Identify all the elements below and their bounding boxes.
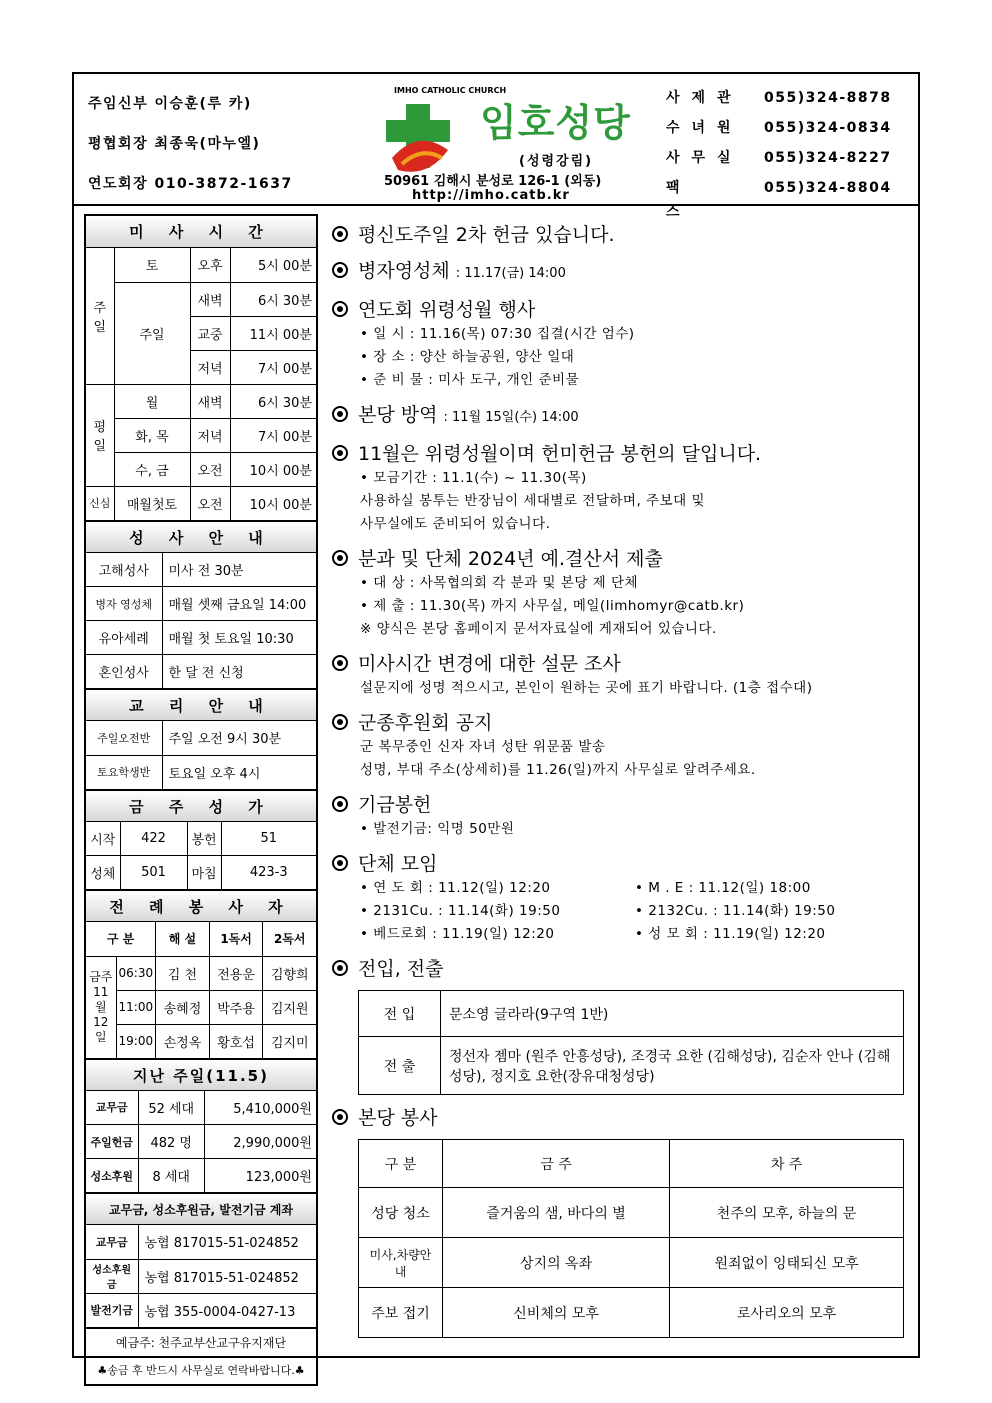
bullet-icon [332, 655, 348, 671]
accounts-table: 교무금 농협 817015-51-024852 성소후원금 농협 817015-51-024852 발전기금 농협 355-0004-0427-13 [86, 1225, 316, 1328]
council-line: 평협회장 최종욱(마누엘) [88, 136, 261, 152]
bullet-icon [332, 855, 348, 871]
bullet-icon [332, 262, 348, 278]
church-address: 50961 김해시 분성로 126-1 (외동) [384, 174, 602, 189]
liturgy-table: 구 분 해 설 1독서 2독서 금주 11 월 12 일 06:30 김 천 전용운 김향희 11:00 송혜정 박주용 김지원 19:00 손정옥 황호섭 김지미 [86, 922, 316, 1059]
announcement-military: 군종후원회 공지 군 복무중인 신자 자녀 성탄 위문품 발송 성명, 부대 주소(상세히)를 11.26(일)까지 사무실로 알려주세요. [332, 710, 912, 782]
catechism-table: 주일오전반 주일 오전 9시 30분 토요학생반 토요일 오후 4시 [86, 721, 316, 790]
announcement-transfer: 전입, 전출 전 입 문소영 글라라(9구역 1반) 전 출 정선자 젬마 (원주 안흥성당), 조경국 요한 (김해성당), 김순자 안나 (김해성당), 정지호 요한(장유대청성당) [332, 956, 912, 1095]
pastor-line: 주임신부 이승훈(루 카) [88, 96, 252, 112]
announcement-groups: 단체 모임 • 연 도 회 : 11.12(일) 12:20 • 2131Cu. : 11.14(화) 19:50 • 베드로회 : 11.19(일) 12:20 • M . E : 11.12(일) 18:00 • 2132Cu. : 11.14(화) 19:50 • 성 모 회 : 11.19(일) 12:20 [332, 851, 912, 946]
transfer-table: 전 입 문소영 글라라(9구역 1반) 전 출 정선자 젬마 (원주 안흥성당), 조경국 요한 (김해성당), 김순자 안나 (김해성당), 정지호 요한(장유대청성당) [358, 990, 904, 1095]
bullet-icon [332, 1109, 348, 1125]
church-logo [374, 82, 664, 202]
contact-row: 팩스 055)324-8804 [666, 180, 892, 220]
contact-row: 사제관 055)324-8878 [666, 90, 892, 106]
catechism-title: 교 리 안 내 [86, 689, 316, 721]
header-divider [74, 204, 918, 206]
bullet-icon [332, 796, 348, 812]
hymns-title: 금 주 성 가 [86, 790, 316, 822]
announcement-yeondo: 연도회 위령성월 행사 • 일 시 : 11.16(목) 07:30 집결(시간 엄수) • 장 소 : 양산 하늘공원, 양산 일대 • 준 비 물 : 미사 도구, 개인 준비물 [332, 297, 912, 392]
mass-times-table: 주일 토 오후 5시 00분 주일 새벽 6시 30분 교중 11시 00분 저녁 7시 00분 평일 월 새벽 6시 30분 화, 목 저녁 7시 00분 수, 금 오전 10시 00분 신심 매월첫토 오전 10시 00분 [86, 248, 316, 521]
sacrament-title: 성 사 안 내 [86, 521, 316, 553]
church-url[interactable]: http://imho.catb.kr [412, 188, 570, 203]
logo-arc-text: IMHO CATHOLIC CHURCH [394, 86, 507, 95]
mass-times-title: 미 사 시 간 [86, 216, 316, 248]
announcement-disinfect: 본당 방역 : 11월 15일(수) 14:00 [332, 402, 912, 431]
announcement-service: 본당 봉사 구 분 금 주 차 주 성당 청소 즐거움의 샘, 바다의 별 천주의 모후, 하늘의 문 미사,차량안내 상지의 옥좌 원죄없이 잉태되신 모후 주보 접기 신비체의 모후 로사리오의 모후 [332, 1105, 912, 1338]
sidebar [84, 214, 318, 1386]
announcement-donation: 기금봉헌 • 발전기금: 익명 50만원 [332, 792, 912, 841]
accounts-title: 교무금, 성소후원금, 발전기금 계좌 [86, 1193, 316, 1225]
last-week-title: 지난 주일(11.5) [86, 1059, 316, 1091]
bullet-icon [332, 301, 348, 317]
announcement-survey: 미사시간 변경에 대한 설문 조사 설문지에 성명 적으시고, 본인이 원하는 곳에 표기 바랍니다. (1층 접수대) [332, 651, 912, 700]
announcement-november: 11월은 위령성월이며 헌미헌금 봉헌의 달입니다. • 모금기간 : 11.1(수) ~ 11.30(목) 사용하실 봉투는 반장님이 세대별로 전달하며, 주보대 및 사무실에도 준비되어 있습니다. [332, 441, 912, 536]
transfer-notice: ♣송금 후 반드시 사무실로 연락바랍니다.♣ [86, 1356, 316, 1384]
cross-logo-icon [378, 98, 458, 178]
hymns-table: 시작 422 봉헌 51 성체 501 마침 423-3 [86, 822, 316, 891]
bullet-icon [332, 960, 348, 976]
announcement-communion: 병자영성체 : 11.17(금) 14:00 [332, 258, 912, 287]
service-table: 구 분 금 주 차 주 성당 청소 즐거움의 샘, 바다의 별 천주의 모후, 하늘의 문 미사,차량안내 상지의 옥좌 원죄없이 잉태되신 모후 주보 접기 신비체의 모후 로사리오의 모후 [358, 1139, 904, 1338]
bullet-icon [332, 406, 348, 422]
header-left [88, 92, 348, 212]
bullet-icon [332, 550, 348, 566]
bullet-icon [332, 714, 348, 730]
bulletin-frame [72, 72, 920, 1377]
bullet-icon [332, 226, 348, 242]
bullet-icon [332, 445, 348, 461]
announcements [332, 222, 912, 1348]
header-contacts [666, 86, 916, 220]
contact-row: 사무실 055)324-8227 [666, 150, 892, 166]
church-patron: (성령강림) [519, 154, 594, 169]
announcement-budget: 분과 및 단체 2024년 예.결산서 제출 • 대 상 : 사목협의회 각 분과 및 본당 제 단체 • 제 출 : 11.30(목) 까지 사무실, 메일(limhomyr@catb.kr) ※ 양식은 본당 홈페이지 문서자료실에 게재되어 있습니다. [332, 546, 912, 641]
sacrament-table: 고해성사 미사 전 30분 병자 영성체 매월 셋째 금요일 14:00 유아세례 매월 첫 토요일 10:30 혼인성사 한 달 전 신청 [86, 553, 316, 690]
last-week-table: 교무금 52 세대 5,410,000원 주일헌금 482 명 2,990,000원 성소후원 8 세대 123,000원 [86, 1091, 316, 1194]
announcement-offering: 평신도주일 2차 헌금 있습니다. [332, 222, 912, 248]
contact-row: 수녀원 055)324-0834 [666, 120, 892, 136]
yeondo-line: 연도회장 010-3872-1637 [88, 176, 293, 192]
account-holder: 예금주: 천주교부산교구유지재단 [86, 1328, 316, 1356]
church-name: 임호성당 [480, 101, 631, 145]
liturgy-title: 전 례 봉 사 자 [86, 890, 316, 922]
